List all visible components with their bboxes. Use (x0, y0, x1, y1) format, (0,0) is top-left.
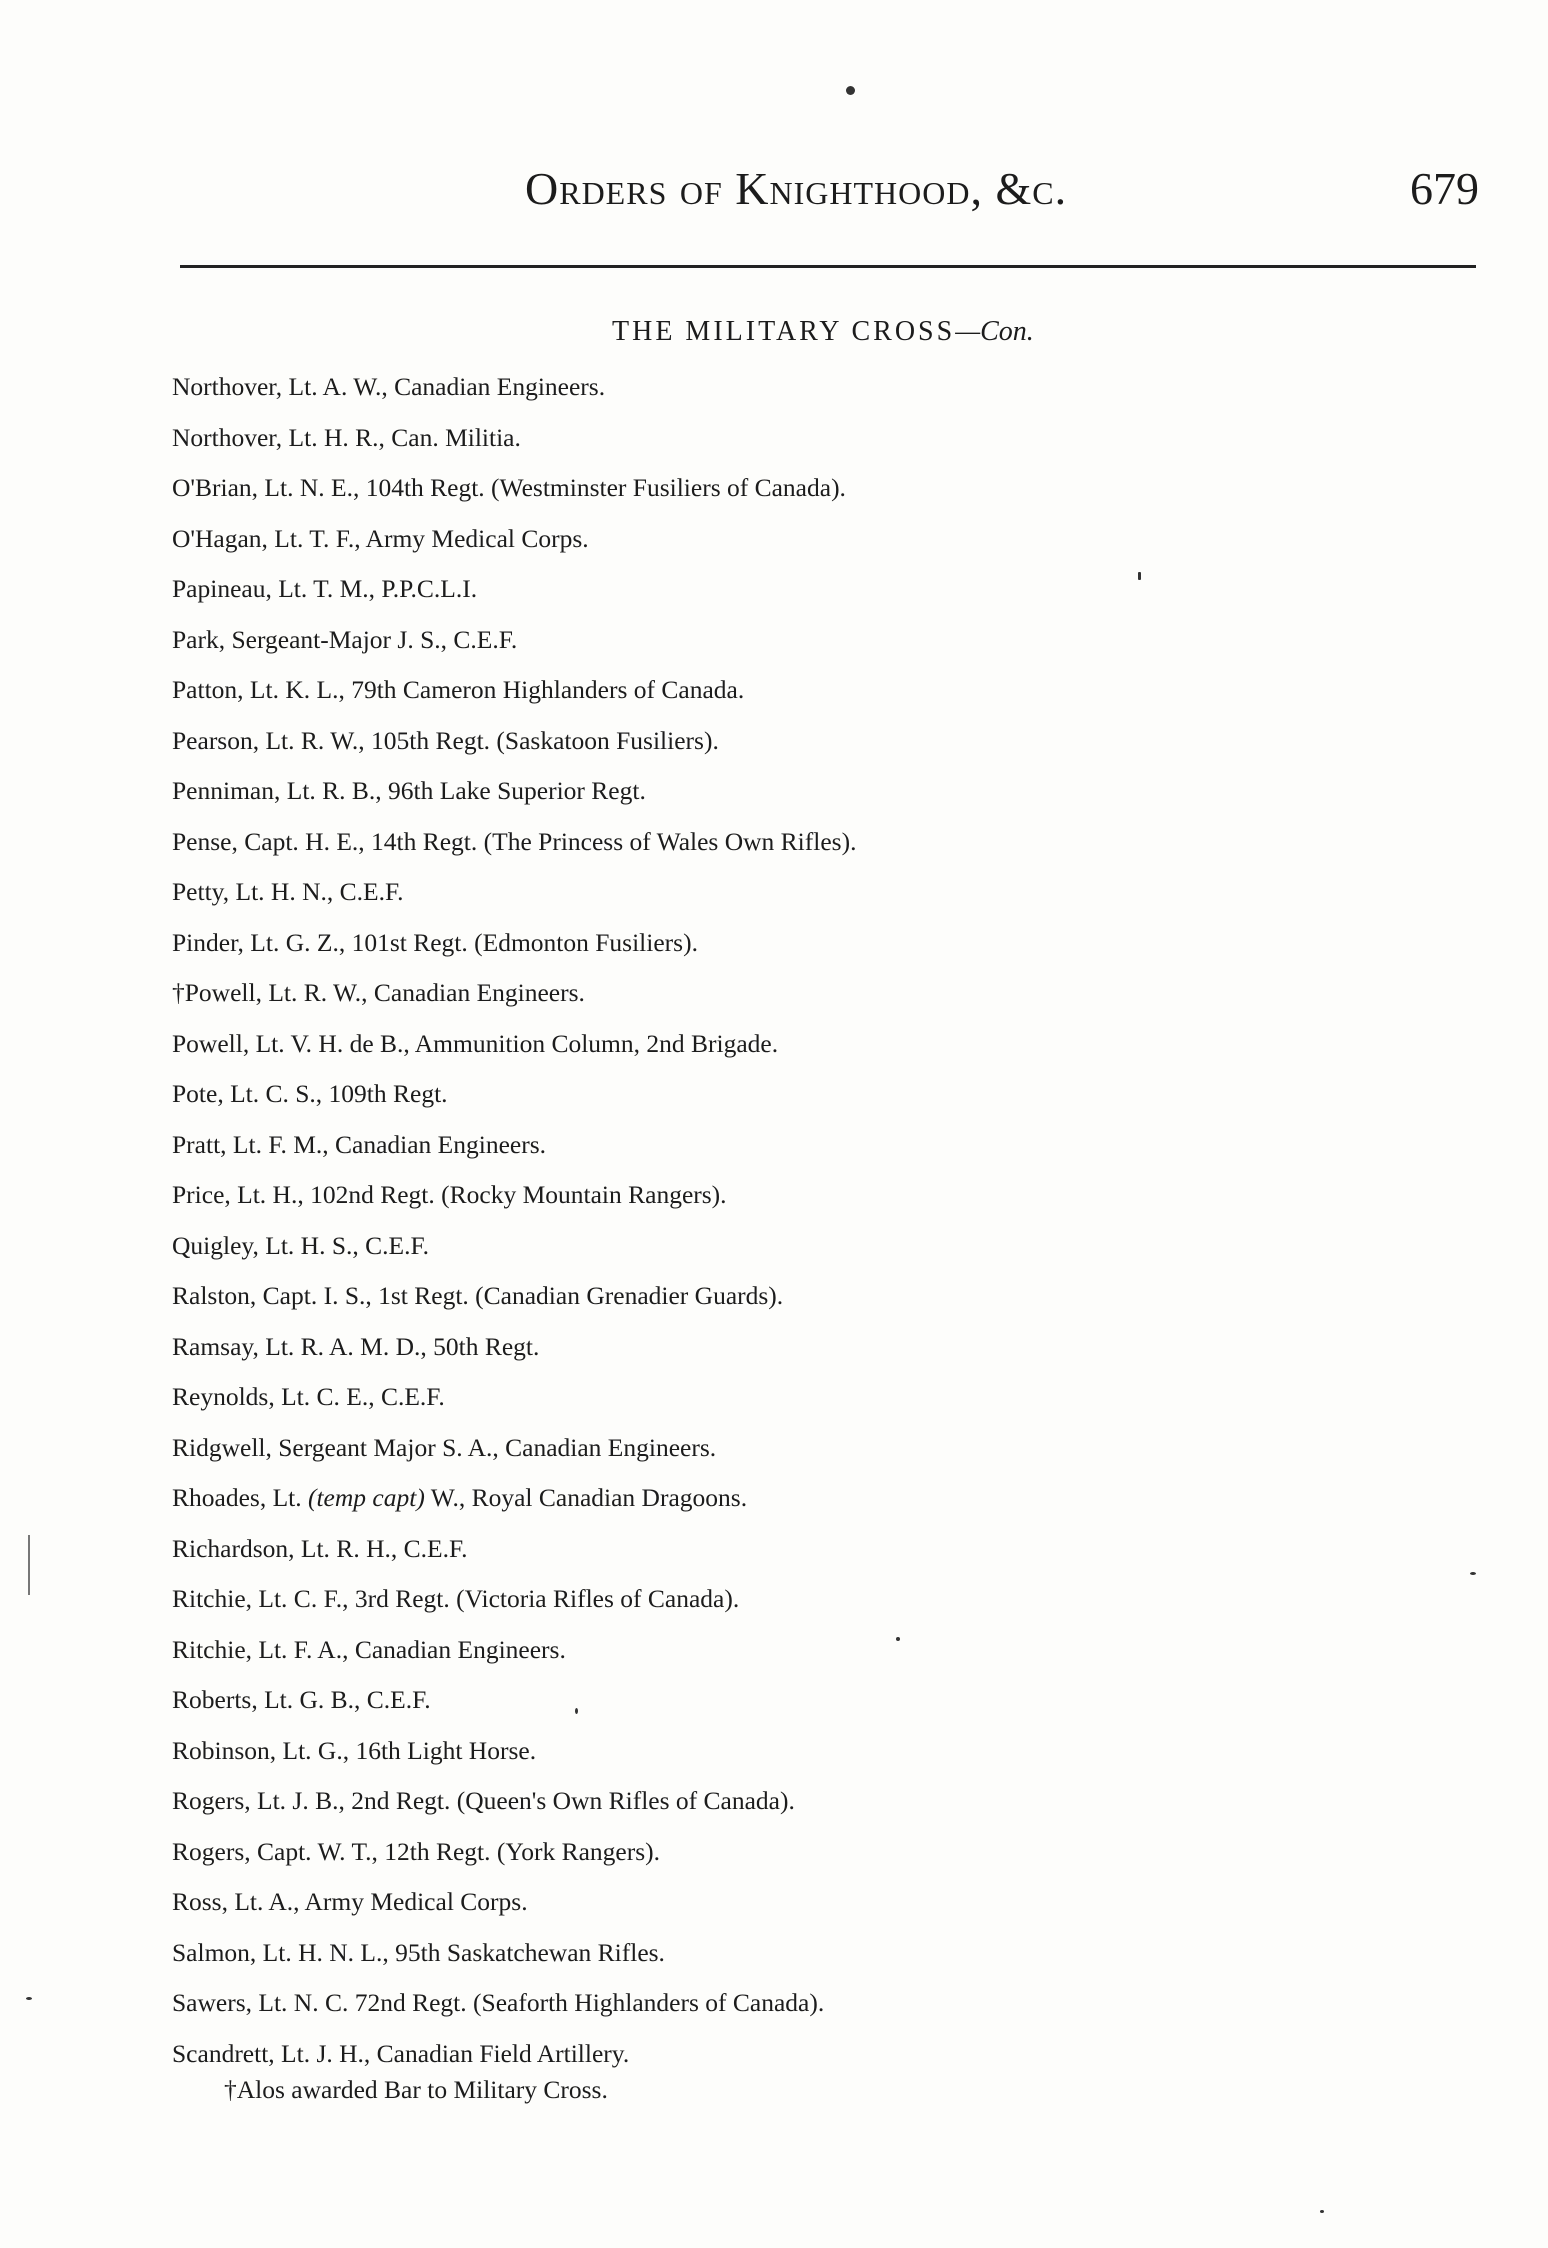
ink-dot (1320, 2210, 1324, 2213)
list-item: Robinson, Lt. G., 16th Light Horse. (172, 1735, 537, 1765)
section-heading-continued: —Con. (955, 316, 1034, 347)
list-item: O'Hagan, Lt. T. F., Army Medical Corps. (172, 523, 589, 553)
list-item: Papineau, Lt. T. M., P.P.C.L.I. (172, 574, 478, 603)
list-item: Ralston, Capt. I. S., 1st Regt. (Canadian Grenadier Guards). (172, 1281, 784, 1310)
entry-text: Rhoades, Lt. (172, 1483, 308, 1512)
list-item: Richardson, Lt. R. H., C.E.F. (172, 1533, 468, 1563)
list-item: Pote, Lt. C. S., 109th Regt. (172, 1079, 448, 1108)
header-rule (180, 265, 1476, 268)
list-item: Ramsay, Lt. R. A. M. D., 50th Regt. (172, 1331, 540, 1361)
footnote: †Alos awarded Bar to Military Cross. (224, 2075, 608, 2104)
list-item: Pense, Capt. H. E., 14th Regt. (The Princess of Wales Own Rifles). (172, 826, 857, 856)
list-item: Roberts, Lt. G. B., C.E.F. (172, 1685, 431, 1714)
list-item: Patton, Lt. K. L., 79th Cameron Highlanders of Canada. (172, 675, 745, 704)
ink-dot (1470, 1572, 1476, 1575)
list-item: Salmon, Lt. H. N. L., 95th Saskatchewan Rifles. (172, 1937, 665, 1967)
list-item-italic (172, 1473, 1412, 1524)
entry-text: W., Royal Canadian Dragoons. (424, 1483, 748, 1512)
list-item: Ritchie, Lt. F. A., Canadian Engineers. (172, 1634, 566, 1664)
ink-dot (26, 1997, 32, 2000)
list-item: †Powell, Lt. R. W., Canadian Engineers. (172, 978, 585, 1007)
list-item: Northover, Lt. H. R., Can. Militia. (172, 422, 521, 452)
list-item: Ritchie, Lt. C. F., 3rd Regt. (Victoria Rifles of Canada). (172, 1584, 740, 1613)
list-item: Rogers, Lt. J. B., 2nd Regt. (Queen's Own Rifles of Canada). (172, 1786, 795, 1815)
list-item: Sawers, Lt. N. C. 72nd Regt. (Seaforth Highlanders of Canada). (172, 1988, 825, 2017)
list-item: Pinder, Lt. G. Z., 101st Regt. (Edmonton Fusiliers). (172, 927, 698, 957)
list-item: Penniman, Lt. R. B., 96th Lake Superior Regt. (172, 776, 646, 805)
list-item: Rogers, Capt. W. T., 12th Regt. (York Rangers). (172, 1836, 661, 1866)
list-item: Park, Sergeant-Major J. S., C.E.F. (172, 624, 518, 654)
list-item: O'Brian, Lt. N. E., 104th Regt. (Westminster Fusiliers of Canada). (172, 473, 846, 502)
list-item: Pratt, Lt. F. M., Canadian Engineers. (172, 1129, 547, 1159)
list-item: Reynolds, Lt. C. E., C.E.F. (172, 1382, 445, 1411)
list-item: Northover, Lt. A. W., Canadian Engineers. (172, 372, 606, 401)
ink-dot (28, 1535, 30, 1595)
list-item: Quigley, Lt. H. S., C.E.F. (172, 1230, 429, 1260)
list-item: Price, Lt. H., 102nd Regt. (Rocky Mountain Rangers). (172, 1180, 727, 1209)
list-item: Scandrett, Lt. J. H., Canadian Field Artillery. (172, 2038, 630, 2068)
list-item: Ross, Lt. A., Army Medical Corps. (172, 1887, 528, 1916)
section-heading-text: THE MILITARY CROSS (612, 316, 956, 347)
list-item: Pearson, Lt. R. W., 105th Regt. (Saskatoon Fusiliers). (172, 725, 719, 755)
list-item: Ridgwell, Sergeant Major S. A., Canadian Engineers. (172, 1432, 717, 1462)
section-heading (612, 316, 1034, 348)
ink-dot (846, 86, 855, 95)
recipient-list (172, 362, 1412, 2079)
list-item: Petty, Lt. H. N., C.E.F. (172, 877, 404, 906)
list-item: Powell, Lt. V. H. de B., Ammunition Column, 2nd Brigade. (172, 1028, 779, 1058)
running-header-title: Orders of Knighthood, &c. (525, 163, 1068, 214)
entry-italic-text: (temp capt) (307, 1483, 425, 1512)
page-number: 679 (1410, 163, 1479, 214)
